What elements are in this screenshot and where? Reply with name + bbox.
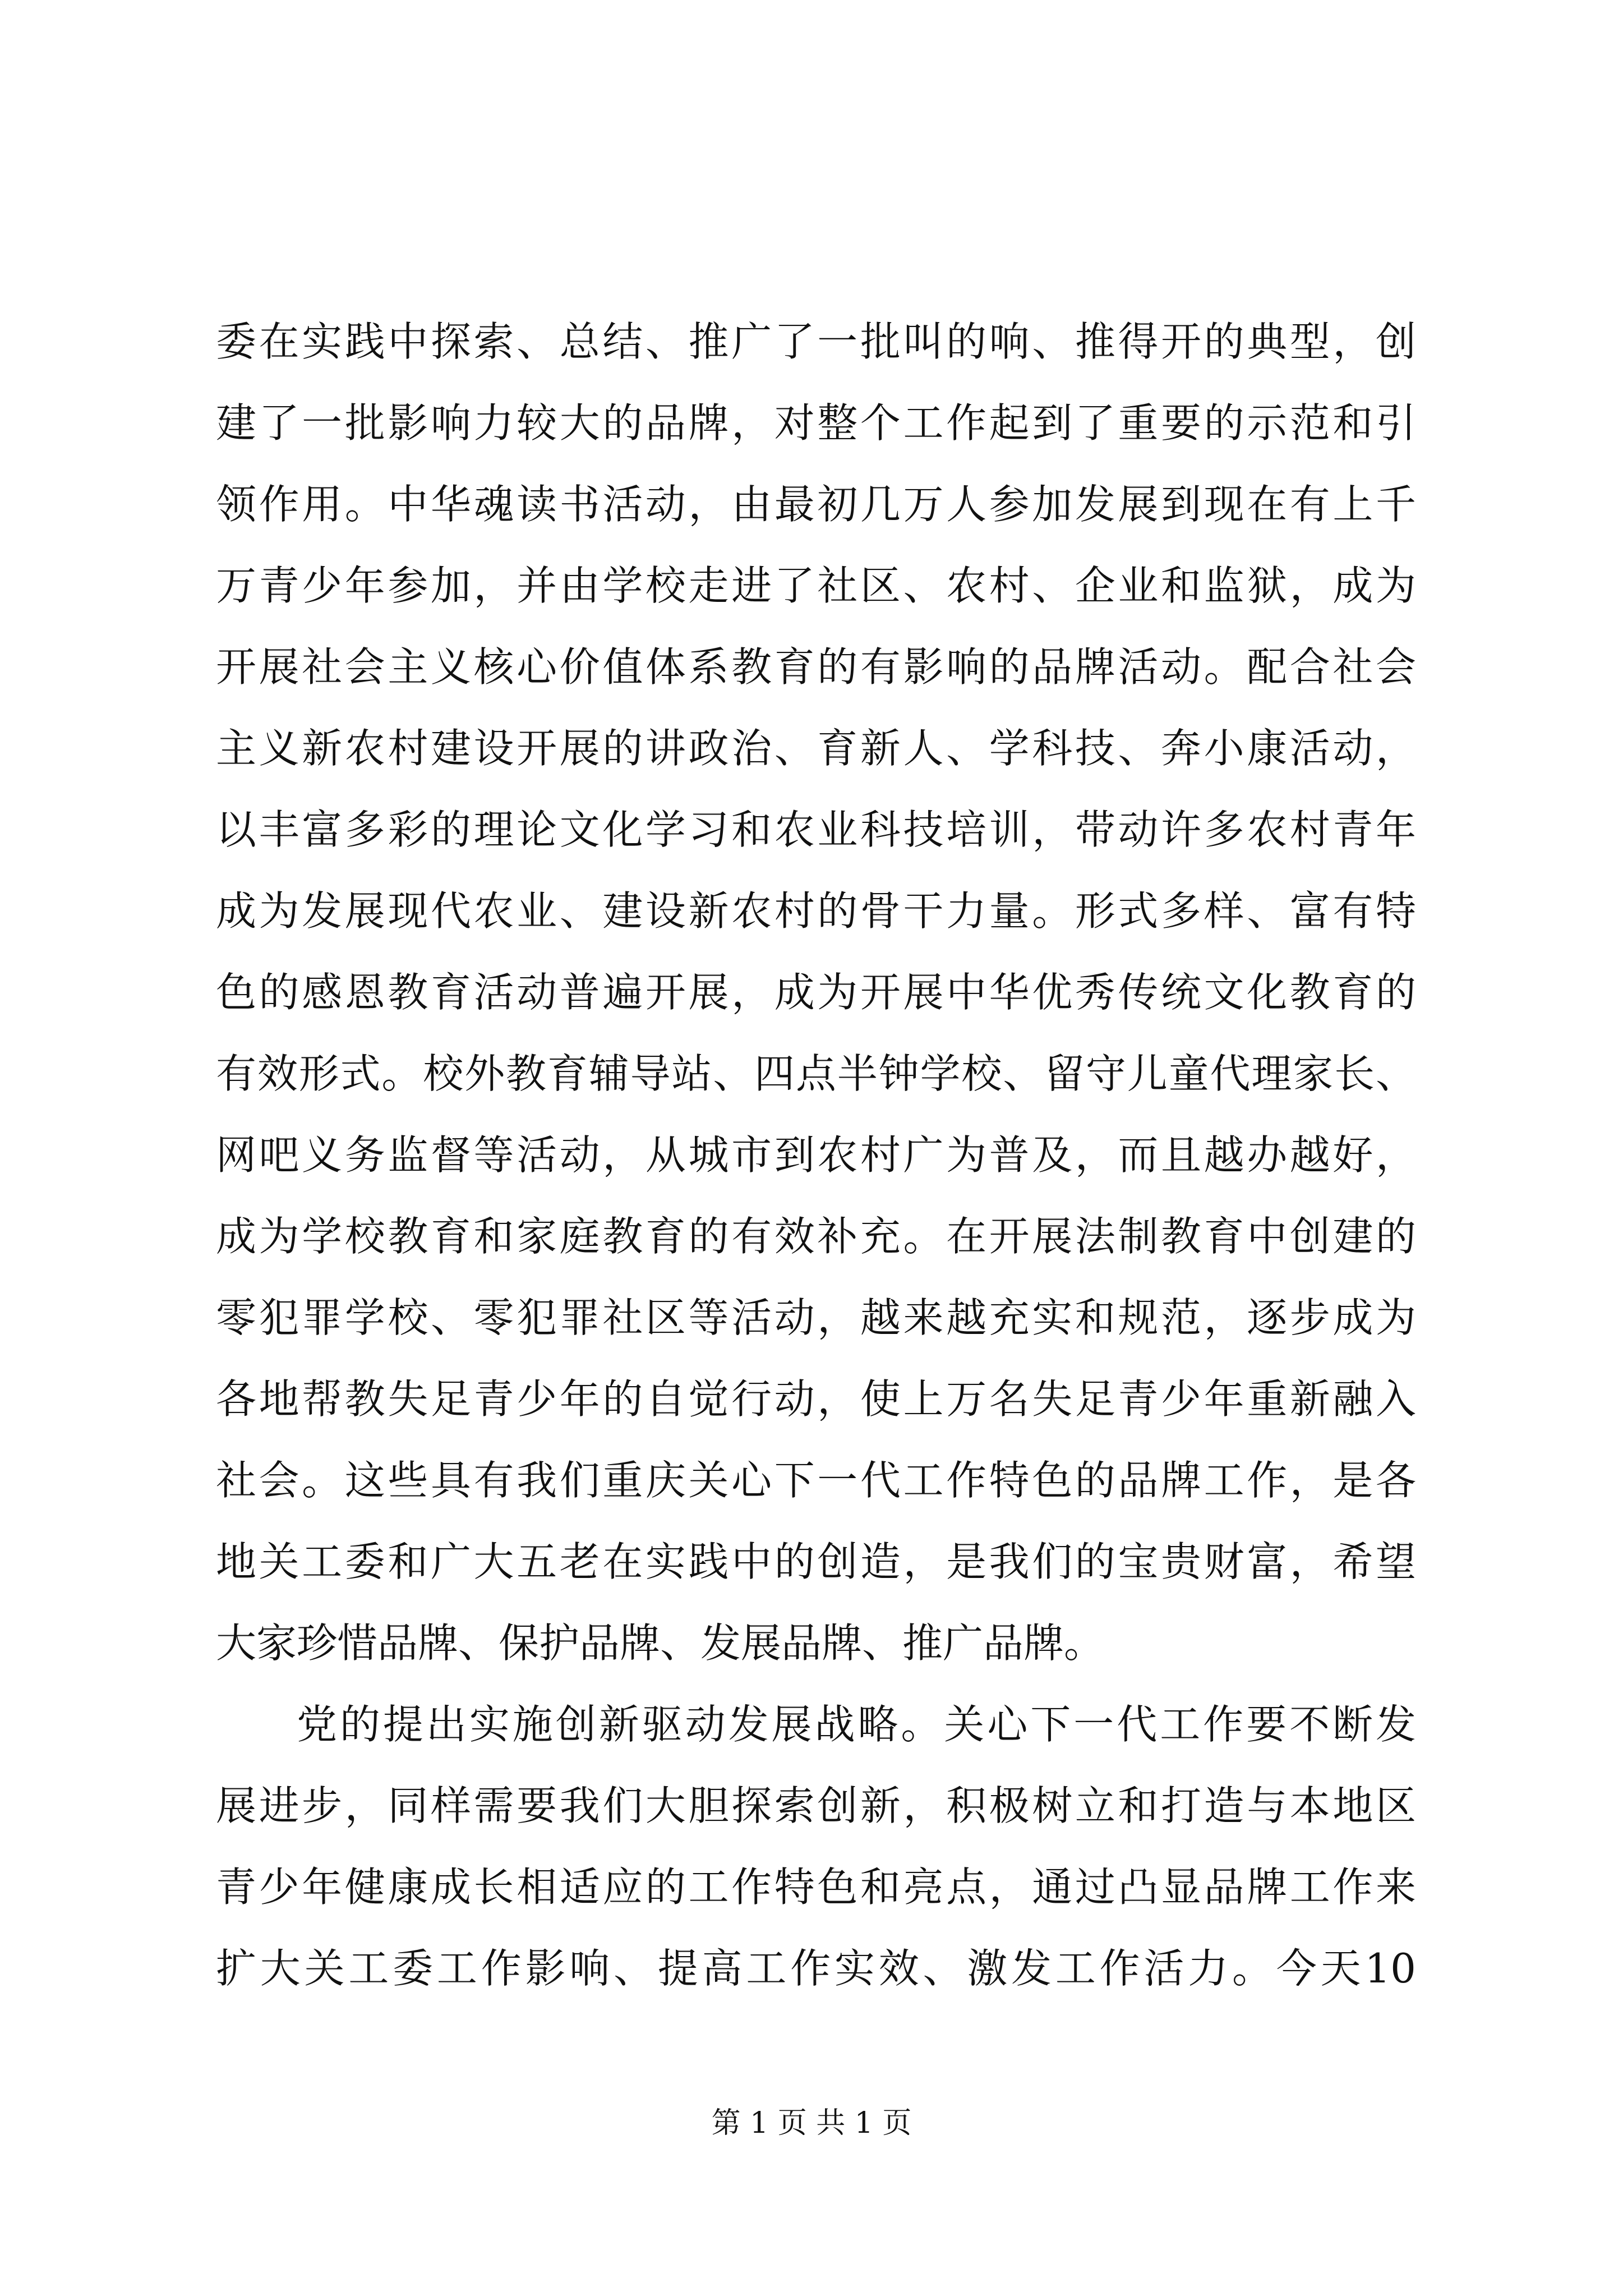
body-text (216, 301, 1416, 2009)
text-line: 青少年健康成长相适应的工作特色和亮点，通过凸显品牌工作来 (216, 1864, 1416, 1911)
text-line: 各地帮教失足青少年的自觉行动，使上万名失足青少年重新融入 (216, 1375, 1416, 1423)
text-line: 主义新农村建设开展的讲政治、育新人、学科技、奔小康活动， (216, 725, 1416, 772)
page-footer: 第 1 页 共 1 页 (711, 2106, 912, 2140)
text-line: 有效形式。校外教育辅导站、四点半钟学校、留守儿童代理家长、 (216, 1050, 1416, 1097)
paragraph-end-line: 大家珍惜品牌、保护品牌、发展品牌、推广品牌。 (216, 1619, 1105, 1667)
paragraph-first-line: 党的提出实施创新驱动发展战略。关心下一代工作要不断发 (297, 1701, 1416, 1748)
text-line: 扩大关工委工作影响、提高工作实效、激发工作活力。今天10 (216, 1945, 1416, 1992)
text-line: 建了一批影响力较大的品牌，对整个工作起到了重要的示范和引 (216, 399, 1416, 447)
text-line: 开展社会主义核心价值体系教育的有影响的品牌活动。配合社会 (216, 643, 1416, 691)
text-line: 网吧义务监督等活动，从城市到农村广为普及，而且越办越好， (216, 1131, 1416, 1179)
text-line: 成为发展现代农业、建设新农村的骨干力量。形式多样、富有特 (216, 887, 1416, 935)
text-line: 色的感恩教育活动普遍开展，成为开展中华优秀传统文化教育的 (216, 969, 1416, 1016)
text-line: 以丰富多彩的理论文化学习和农业科技培训，带动许多农村青年 (216, 806, 1416, 853)
text-line: 展进步，同样需要我们大胆探索创新，积极树立和打造与本地区 (216, 1782, 1416, 1829)
text-line: 万青少年参加，并由学校走进了社区、农村、企业和监狱，成为 (216, 562, 1416, 609)
text-line: 领作用。中华魂读书活动，由最初几万人参加发展到现在有上千 (216, 481, 1416, 528)
text-line: 委在实践中探索、总结、推广了一批叫的响、推得开的典型，创 (216, 318, 1416, 365)
text-line: 社会。这些具有我们重庆关心下一代工作特色的品牌工作，是各 (216, 1457, 1416, 1504)
text-line: 地关工委和广大五老在实践中的创造，是我们的宝贵财富，希望 (216, 1538, 1416, 1585)
text-line: 成为学校教育和家庭教育的有效补充。在开展法制教育中创建的 (216, 1213, 1416, 1260)
text-line: 零犯罪学校、零犯罪社区等活动，越来越充实和规范，逐步成为 (216, 1294, 1416, 1341)
